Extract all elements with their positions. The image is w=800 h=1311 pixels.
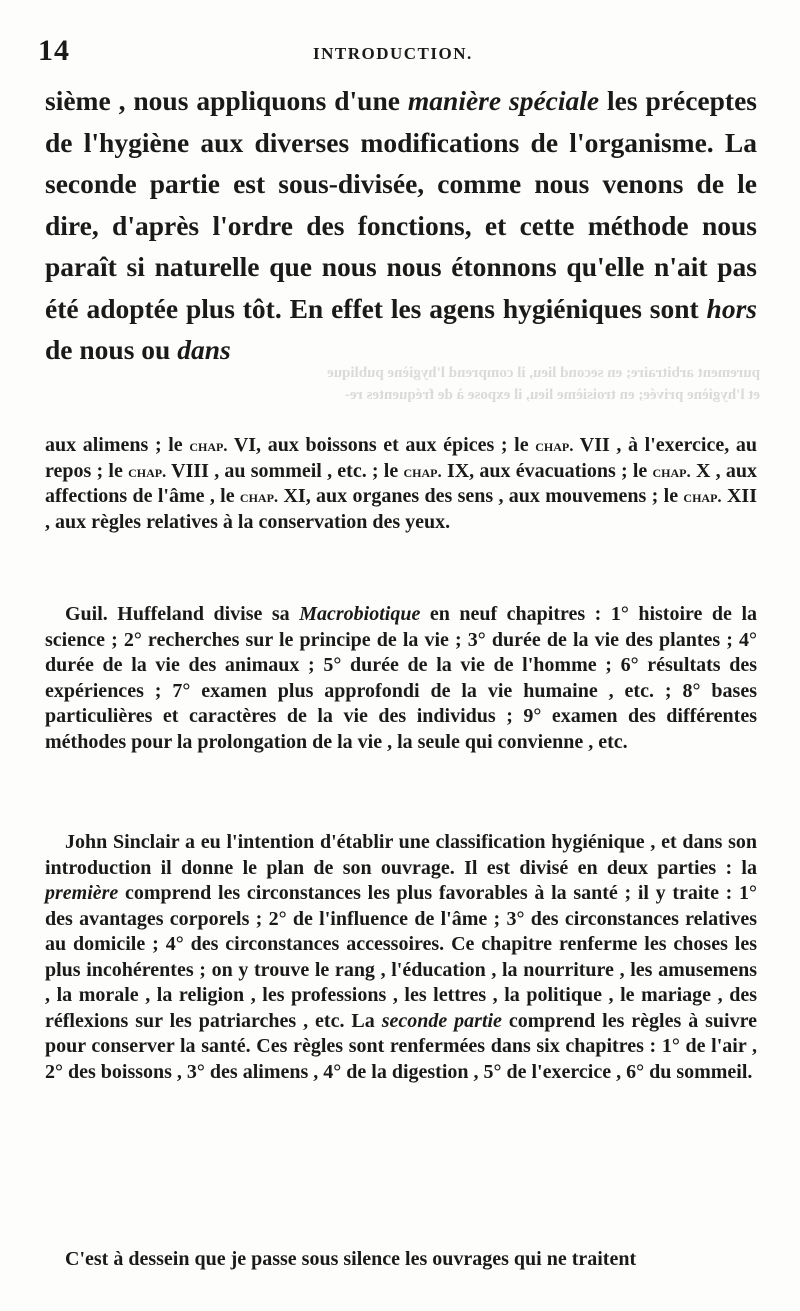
note-text: X , aux affections de l'âme , le bbox=[45, 459, 757, 507]
page-number: 14 bbox=[38, 34, 70, 67]
chap-label: chap. bbox=[403, 461, 442, 481]
sinclair-text: John Sinclair a eu l'intention d'établir une classification hygiénique , et dans son introduction il donne le plan de son ouvrage. Il est divisé en deux parties : la bbox=[45, 831, 757, 879]
sinclair-paragraph bbox=[45, 830, 757, 1085]
running-head: INTRODUCTION. bbox=[313, 44, 473, 63]
main-text-3: de nous ou bbox=[45, 334, 178, 365]
chap-label: chap. bbox=[128, 461, 167, 481]
note-text: VIII , au sommeil , etc. ; le bbox=[166, 459, 404, 482]
note-text: IX, aux évacuations ; le bbox=[441, 459, 653, 482]
note-text: XII , aux règles relatives à la conservation des yeux. bbox=[45, 485, 757, 533]
bleed-line-2: et l'hygiène privée; en troisième lieu, il expose à de fréquentes re- bbox=[344, 387, 760, 403]
huffeland-emphasis: Macrobiotique bbox=[299, 603, 421, 625]
sinclair-emphasis: première bbox=[45, 882, 119, 904]
main-emphasis-3: dans bbox=[177, 334, 231, 365]
main-emphasis-1: manière spéciale bbox=[407, 85, 600, 116]
chap-label: chap. bbox=[189, 436, 228, 455]
main-paragraph bbox=[45, 80, 757, 371]
chap-label: chap. bbox=[683, 487, 722, 506]
main-emphasis-2: hors bbox=[706, 292, 757, 324]
note-text: VI, aux boissons et aux épices ; le bbox=[227, 434, 536, 456]
note-text: aux alimens ; le bbox=[45, 434, 190, 456]
huffeland-text: en neuf chapitres : 1° histoire de la science ; 2° recherches sur le principe de la vie ; 3° durée de la vie des plantes ; 4° durée de la vie des animaux ; 5° durée de la vie de l'homme ; 6° résultats des expériences ; 7° examen plus approfondi de la vie humaine , etc. ; 8° bases particulières et caractères de la vie des individus ; 9° examen des différentes méthodes pour la prolongation de la vie , la seule qui convienne , etc. bbox=[45, 603, 757, 753]
note-text: XI, aux organes des sens , aux mouvemens ; le bbox=[278, 485, 684, 507]
sinclair-text: comprend les circonstances les plus favorables à la santé ; il y traite : 1° des avantages corporels ; 2° de l'influence de l'âme ; 3° des circonstances relatives au domicile ; 4° des circonstances accessoires. Ce chapitre renferme les choses les plus incohérentes ; on y trouve le rang , l'éducation , la nourriture , les amusemens , la morale , la religion , les professions , les lettres , la politique , le mariage , des réflexions sur les patriarches , etc. La bbox=[45, 882, 757, 1032]
chap-label: chap. bbox=[535, 436, 574, 455]
main-text-2: les préceptes de l'hygiène aux diverses modifications de l'organisme. La seconde partie est sous-divisée, comme nous venons de le dire, d'après l'ordre des fonctions, et cette méthode nous paraît si naturelle que nous nous étonnons qu'elle n'ait pas été adoptée plus tôt. En effet les agens hygiéniques sont bbox=[45, 85, 757, 324]
main-text-1: sième , nous appliquons d'une bbox=[45, 85, 408, 116]
note-text: VII , à l'exercice, au repos ; le bbox=[45, 434, 758, 482]
page-header bbox=[38, 34, 758, 74]
bleed-line-1: purement arbitraire; en second lieu, il comprend l'hygiène publique bbox=[327, 365, 760, 381]
last-text: C'est à dessein que je passe sous silence les ouvrages qui ne traitent bbox=[65, 1248, 637, 1270]
note-paragraph bbox=[45, 433, 757, 535]
sinclair-text: comprend les règles à suivre pour conserver la santé. Ces règles sont renfermées dans six chapitres : 1° de l'air , 2° des boissons , 3° des alimens , 4° de la digestion , 5° de l'exercice , 6° du sommeil. bbox=[45, 1009, 758, 1083]
sinclair-emphasis: seconde partie bbox=[381, 1009, 502, 1032]
huffeland-text: Guil. Huffeland divise sa bbox=[65, 603, 300, 625]
huffeland-paragraph bbox=[45, 602, 757, 755]
chap-label: chap. bbox=[652, 461, 691, 481]
bleed-through-text bbox=[60, 362, 760, 422]
chap-label: chap. bbox=[239, 487, 279, 506]
last-paragraph bbox=[45, 1247, 757, 1273]
